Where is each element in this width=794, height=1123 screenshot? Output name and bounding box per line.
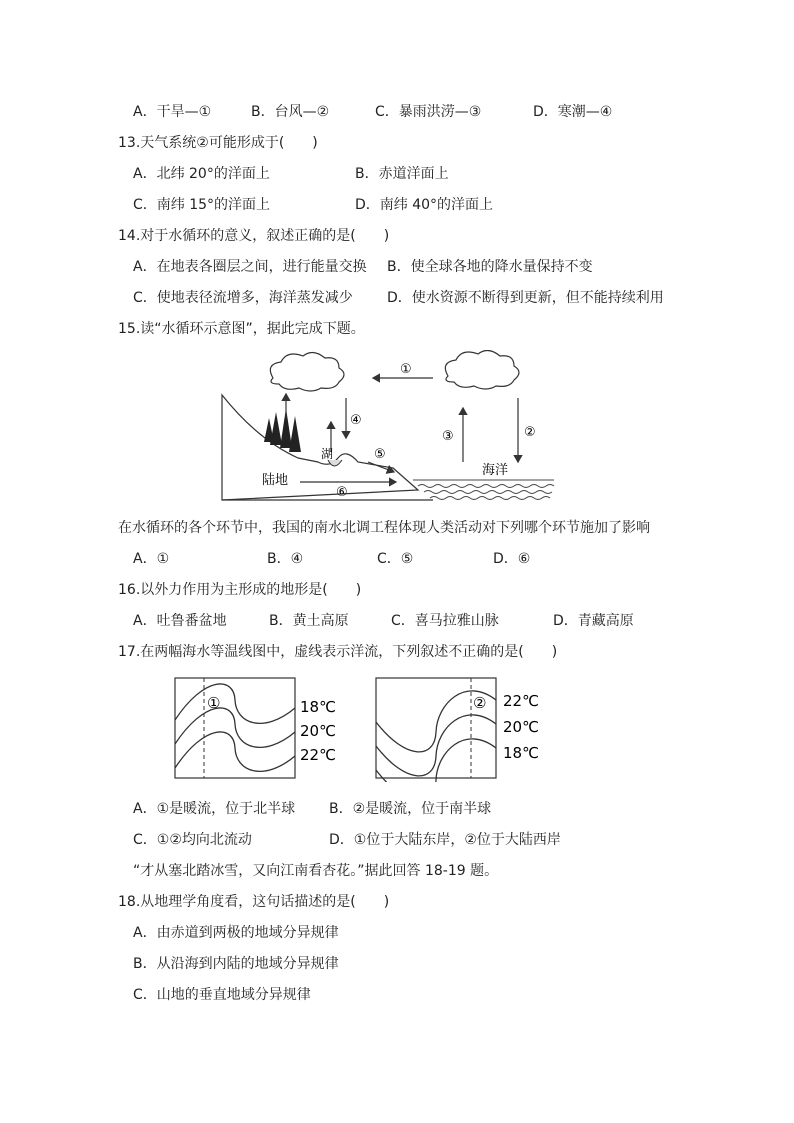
q12-option-c: C．暴雨洪涝—③ — [375, 104, 482, 120]
q17-option-b: B．②是暖流，位于南半球 — [329, 801, 492, 817]
marker-1: ① — [207, 694, 221, 712]
q17-option-d: D．①位于大陆东岸，②位于大陆西岸 — [329, 832, 561, 848]
q15-option-c: C．⑤ — [377, 551, 414, 567]
label-2: ② — [524, 425, 536, 440]
q14-option-d: D．使水资源不断得到更新，但不能持续利用 — [387, 290, 664, 306]
q12-option-b: B．台风—② — [251, 104, 330, 120]
q17-stem: 17.在两幅海水等温线图中，虚线表示洋流，下列叙述不正确的是( ) — [118, 644, 558, 660]
q14-stem: 14.对于水循环的意义，叙述正确的是( ) — [118, 228, 390, 244]
isotherm-figure-right — [375, 676, 555, 782]
q16-option-d: D．青藏高原 — [553, 613, 634, 629]
label-4: ④ — [350, 413, 362, 428]
q16-option-a: A．吐鲁番盆地 — [133, 613, 227, 629]
marker-2: ② — [473, 694, 487, 712]
q17-option-c: C．①②均向北流动 — [133, 832, 252, 848]
q13-option-a: A．北纬 20°的洋面上 — [133, 166, 270, 182]
label-1: ① — [400, 362, 412, 377]
isotherm-label-right-2: 20℃ — [503, 718, 539, 736]
q18-stem: 18.从地理学角度看，这句话描述的是( ) — [118, 894, 390, 910]
land-surface — [222, 395, 418, 500]
q13-stem: 13.天气系统②可能形成于( ) — [118, 135, 318, 151]
isotherm-label-right-1: 22℃ — [503, 692, 539, 710]
q12-option-d: D．寒潮—④ — [533, 104, 613, 120]
q16-option-c: C．喜马拉雅山脉 — [391, 613, 499, 629]
isotherm-label-right-3: 18℃ — [503, 744, 539, 762]
isotherm-label-left-1: 18℃ — [300, 698, 336, 716]
q16-stem: 16.以外力作用为主形成的地形是( ) — [118, 582, 362, 598]
q18-option-b: B．从沿海到内陆的地域分异规律 — [133, 956, 339, 972]
q14-option-a: A．在地表各圈层之间，进行能量交换 — [133, 259, 367, 275]
water-cycle-diagram — [218, 350, 558, 508]
q13-option-b: B．赤道洋面上 — [355, 166, 449, 182]
label-lake: 湖 — [321, 447, 334, 461]
isotherm-label-left-2: 20℃ — [300, 722, 336, 740]
poem-intro: “才从塞北踏冰雪，又向江南看杏花。”据此回答 18-19 题。 — [133, 863, 499, 879]
q13-option-d: D．南纬 40°的洋面上 — [355, 197, 494, 213]
q16-option-b: B．黄土高原 — [269, 613, 349, 629]
label-6: ⑥ — [336, 485, 348, 500]
cloud-icon-ocean — [445, 350, 519, 389]
q15-option-b: B．④ — [267, 551, 304, 567]
label-land: 陆地 — [262, 473, 289, 488]
q18-option-a: A．由赤道到两极的地域分异规律 — [133, 925, 339, 941]
ocean-waves — [413, 480, 554, 500]
q13-option-c: C．南纬 15°的洋面上 — [133, 197, 271, 213]
q12-option-a: A．干旱—① — [133, 104, 212, 120]
cloud-icon-land — [270, 352, 344, 391]
isotherm-figure-left — [174, 676, 352, 782]
q18-option-c: C．山地的垂直地域分异规律 — [133, 987, 311, 1003]
label-5: ⑤ — [374, 447, 386, 462]
q17-option-a: A．①是暖流，位于北半球 — [133, 801, 296, 817]
q14-option-c: C．使地表径流增多，海洋蒸发减少 — [133, 290, 353, 306]
q15-option-a: A．① — [133, 551, 170, 567]
q15-stem: 15.读“水循环示意图”，据此完成下题。 — [118, 321, 365, 337]
q14-option-b: B．使全球各地的降水量保持不变 — [387, 259, 593, 275]
isotherm-label-left-3: 22℃ — [300, 746, 336, 764]
q15-question: 在水循环的各个环节中，我国的南水北调工程体现人类活动对下列哪个环节施加了影响 — [118, 520, 650, 536]
q15-option-d: D．⑥ — [493, 551, 531, 567]
label-3: ③ — [442, 429, 454, 444]
label-ocean: 海洋 — [482, 463, 509, 478]
